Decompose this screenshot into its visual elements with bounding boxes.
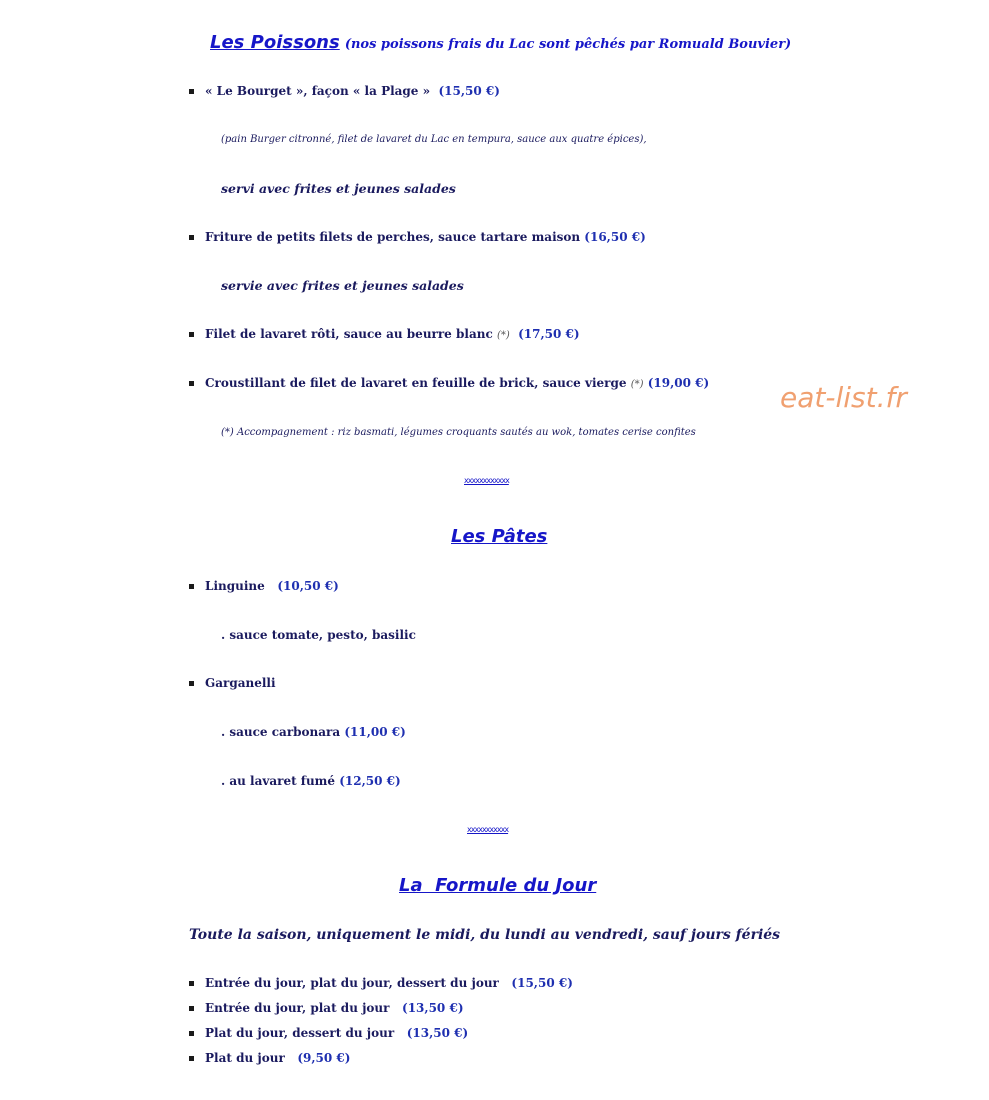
poissons-header [210, 32, 791, 53]
bullet-icon [189, 981, 194, 986]
linguine-description: . sauce tomate, pesto, basilic [221, 628, 416, 642]
item-price: (13,50 €) [406, 1026, 469, 1040]
item-label: Linguine [205, 579, 265, 593]
formule-item-4 [205, 1051, 350, 1065]
poissons-title: Les Poissons [210, 32, 340, 53]
bullet-icon [189, 1056, 194, 1061]
watermark-logo: eat-list.fr [780, 381, 907, 414]
friture-serve: servie avec frites et jeunes salades [221, 278, 464, 293]
item-star: (*) [630, 379, 644, 390]
pates-linguine [205, 579, 339, 593]
poissons-item-1 [205, 84, 500, 98]
bullet-icon [189, 89, 194, 94]
burger-serve: servi avec frites et jeunes salades [221, 181, 456, 196]
separator: xxxxxxxxxxx [467, 825, 509, 834]
item-price: (13,50 €) [402, 1001, 464, 1015]
bullet-icon [189, 584, 194, 589]
bullet-icon [189, 1006, 194, 1011]
formule-item-3 [205, 1026, 468, 1040]
item-price: (15,50 €) [438, 84, 500, 98]
pates-garganelli: Garganelli [205, 676, 276, 690]
item-price: (10,50 €) [277, 579, 339, 593]
poissons-subtitle: (nos poissons frais du Lac sont pêchés par Romuald Bouvier) [344, 37, 792, 52]
item-label: Plat du jour [205, 1051, 285, 1065]
formule-title: La Formule du Jour [399, 875, 597, 896]
option-label: . sauce carbonara [221, 725, 341, 739]
option-price: (11,00 €) [344, 725, 406, 739]
bullet-icon [189, 1031, 194, 1036]
item-label: Filet de lavaret rôti, sauce au beurre blanc [205, 327, 493, 341]
bullet-icon [189, 681, 194, 686]
item-price: (19,00 €) [647, 376, 710, 390]
option-label: . au lavaret fumé [221, 774, 336, 788]
poissons-item-4 [205, 376, 709, 390]
bullet-icon [189, 332, 194, 337]
item-price: (16,50 €) [584, 230, 646, 244]
item-price: (9,50 €) [297, 1051, 351, 1065]
item-label: « Le Bourget », façon « la Plage » [205, 84, 431, 98]
pates-title: Les Pâtes [451, 526, 548, 547]
poissons-item-3 [205, 327, 580, 341]
item-label: Croustillant de filet de lavaret en feuille de brick, sauce vierge [205, 376, 627, 390]
garganelli-option-1 [221, 725, 406, 739]
bullet-icon [189, 235, 194, 240]
poissons-footnote: (*) Accompagnement : riz basmati, légumes croquants sautés au wok, tomates cerise confites [221, 427, 696, 438]
option-price: (12,50 €) [339, 774, 401, 788]
formule-item-2 [205, 1001, 464, 1015]
item-label: Friture de petits filets de perches, sauce tartare maison [205, 230, 581, 244]
poissons-item-2 [205, 230, 646, 244]
item-price: (17,50 €) [518, 327, 580, 341]
separator: xxxxxxxxxxxx [464, 476, 509, 485]
item-label: Entrée du jour, plat du jour, dessert du jour [205, 976, 499, 990]
item-price: (15,50 €) [511, 976, 573, 990]
item-label: Entrée du jour, plat du jour [205, 1001, 390, 1015]
burger-description: (pain Burger citronné, filet de lavaret du Lac en tempura, sauce aux quatre épices), [221, 134, 647, 145]
garganelli-option-2 [221, 774, 401, 788]
item-label: Plat du jour, dessert du jour [205, 1026, 395, 1040]
formule-item-1 [205, 976, 573, 990]
formule-intro: Toute la saison, uniquement le midi, du lundi au vendredi, sauf jours fériés [189, 927, 781, 943]
item-star: (*) [496, 330, 510, 341]
bullet-icon [189, 381, 194, 386]
